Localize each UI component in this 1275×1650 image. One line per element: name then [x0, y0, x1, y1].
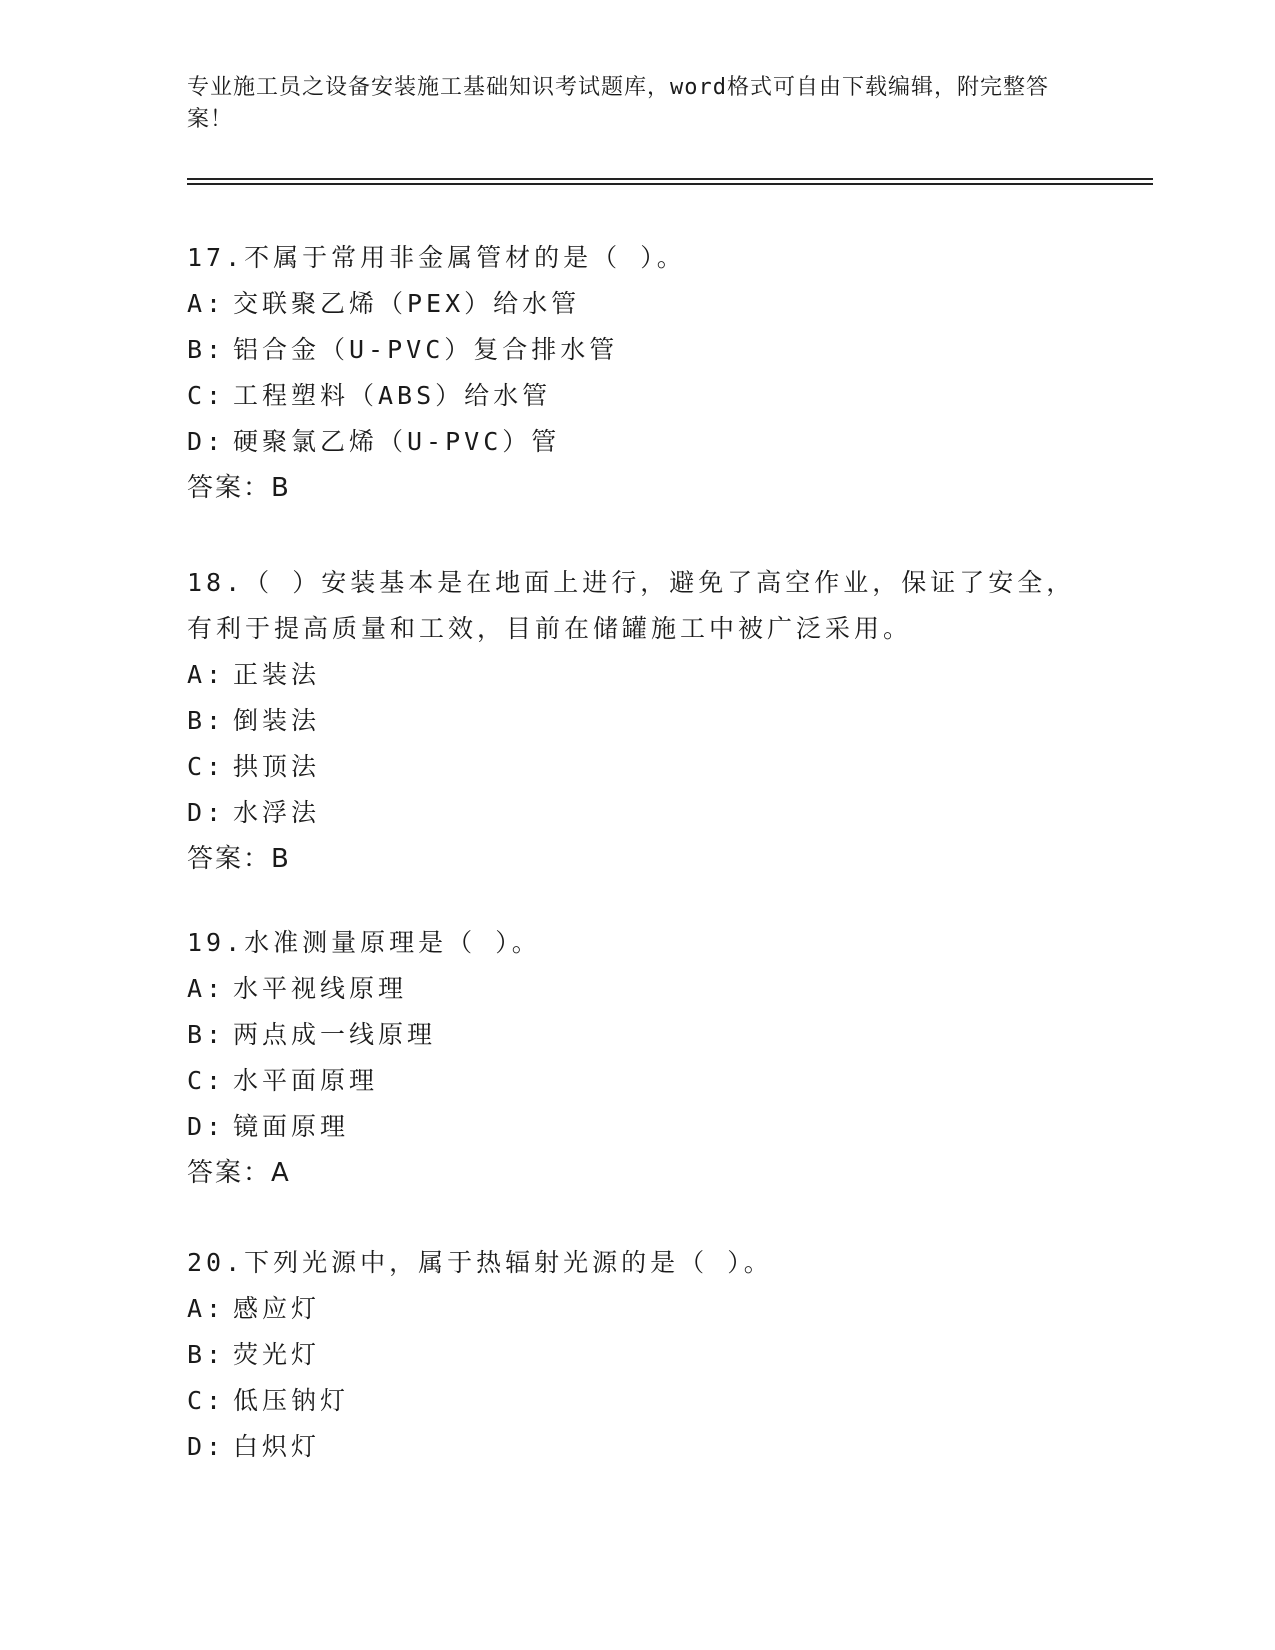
option-d [187, 1424, 1087, 1470]
option-key: D: [187, 1112, 226, 1141]
option-key: A: [187, 974, 226, 1003]
question-17 [187, 235, 1087, 511]
question-19 [187, 920, 1087, 1196]
document-header: 专业施工员之设备安装施工基础知识考试题库，word格式可自由下载编辑，附完整答案！ [187, 75, 1049, 132]
option-key: A: [187, 289, 226, 318]
option-b [187, 698, 1087, 744]
option-d [187, 419, 1087, 465]
option-key: A: [187, 1294, 226, 1323]
option-text: 正装法 [233, 660, 321, 689]
option-text: 拱顶法 [233, 752, 321, 781]
option-text: 白炽灯 [233, 1432, 321, 1461]
option-text: 工程塑料（ABS）给水管 [233, 381, 552, 410]
option-key: D: [187, 798, 226, 827]
option-key: B: [187, 1340, 226, 1369]
option-key: C: [187, 381, 226, 410]
option-text: 低压钠灯 [233, 1386, 350, 1415]
option-key: C: [187, 752, 226, 781]
question-18 [187, 560, 1087, 882]
option-b [187, 327, 1087, 373]
option-c [187, 1378, 1087, 1424]
option-text: 感应灯 [233, 1294, 321, 1323]
option-key: B: [187, 335, 226, 364]
question-stem: 18.（ ）安装基本是在地面上进行，避免了高空作业，保证了安全，有利于提高质量和工效，目前在储罐施工中被广泛采用。 [187, 568, 1076, 643]
option-c [187, 744, 1087, 790]
option-key: D: [187, 1432, 226, 1461]
option-key: D: [187, 427, 226, 456]
option-text: 交联聚乙烯（PEX）给水管 [233, 289, 581, 318]
option-c [187, 1058, 1087, 1104]
option-d [187, 790, 1087, 836]
option-b [187, 1012, 1087, 1058]
option-text: 荧光灯 [233, 1340, 321, 1369]
option-key: C: [187, 1386, 226, 1415]
option-key: A: [187, 660, 226, 689]
option-text: 倒装法 [233, 706, 321, 735]
option-text: 水平面原理 [233, 1066, 379, 1095]
header-divider-bottom [187, 183, 1153, 185]
option-text: 两点成一线原理 [233, 1020, 437, 1049]
option-text: 水平视线原理 [233, 974, 408, 1003]
option-text: 硬聚氯乙烯（U-PVC）管 [233, 427, 561, 456]
option-a [187, 281, 1087, 327]
option-c [187, 373, 1087, 419]
option-key: B: [187, 1020, 226, 1049]
option-d [187, 1104, 1087, 1150]
option-a [187, 1286, 1087, 1332]
question-stem: 17.不属于常用非金属管材的是（ ）。 [187, 243, 686, 272]
option-a [187, 966, 1087, 1012]
option-a [187, 652, 1087, 698]
option-text: 镜面原理 [233, 1112, 350, 1141]
option-text: 铝合金（U-PVC）复合排水管 [233, 335, 619, 364]
answer-line: 答案：B [187, 844, 291, 874]
answer-line: 答案：B [187, 473, 291, 503]
answer-line: 答案：A [187, 1158, 291, 1188]
option-b [187, 1332, 1087, 1378]
option-key: B: [187, 706, 226, 735]
option-text: 水浮法 [233, 798, 321, 827]
option-key: C: [187, 1066, 226, 1095]
question-stem: 20.下列光源中，属于热辐射光源的是（ ）。 [187, 1248, 773, 1277]
header-divider-top [187, 178, 1153, 180]
question-20 [187, 1240, 1087, 1470]
question-stem: 19.水准测量原理是（ ）。 [187, 928, 541, 957]
